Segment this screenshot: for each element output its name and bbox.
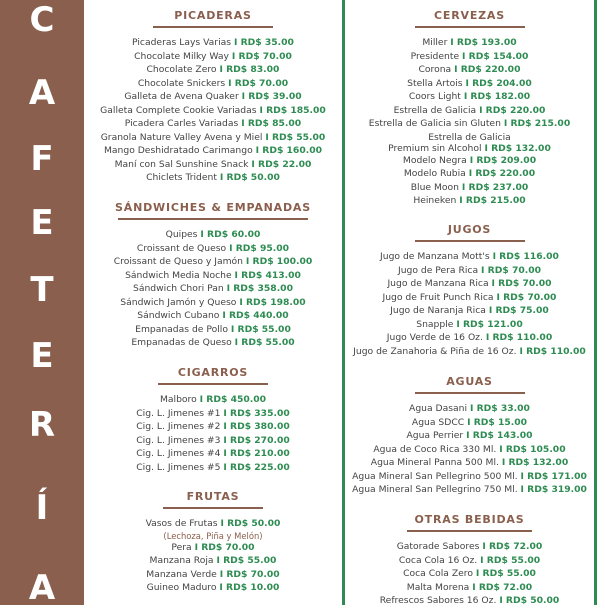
sidebar-letter: C <box>29 0 55 40</box>
menu-item <box>347 167 592 181</box>
item-price: I RD$ 270.00 <box>223 434 290 446</box>
item-price: I RD$ 380.00 <box>223 421 290 432</box>
item-name: Agua Dasani <box>409 403 468 414</box>
item-name: Sándwich Chori Pan <box>133 283 224 294</box>
cigarros-list <box>84 393 342 474</box>
item-price: I RD$ 220.00 <box>468 168 536 179</box>
section-header-jugos <box>347 223 592 242</box>
item-name: Cig. L. Jimenes #5 <box>136 461 221 473</box>
item-price: I RD$ 70.00 <box>491 278 552 289</box>
item-price: I RD$ 160.00 <box>255 145 322 156</box>
item-name: Blue Moon <box>410 181 459 193</box>
section-rule <box>158 383 268 385</box>
item-price: I RD$ 55.00 <box>480 554 541 566</box>
menu-item <box>84 541 342 555</box>
item-price: I RD$ 220.00 <box>479 104 546 116</box>
menu-item <box>84 461 342 475</box>
item-price: I RD$ 220.00 <box>454 64 521 75</box>
menu-item <box>347 581 592 595</box>
section-header-picaderas <box>84 9 342 28</box>
menu-item <box>84 104 342 118</box>
column-divider <box>342 0 345 605</box>
menu-item <box>84 228 342 242</box>
item-name: Modelo Rubia <box>403 168 466 179</box>
menu-item <box>84 407 342 421</box>
sidebar-cafeteria <box>0 0 84 608</box>
item-name: Agua Mineral Panna 500 Ml. <box>370 457 499 468</box>
menu-item <box>84 447 342 461</box>
item-name: Malboro <box>159 394 197 405</box>
menu-item <box>84 420 342 434</box>
section-rule <box>407 530 532 532</box>
item-price: I RD$ 72.00 <box>482 541 543 552</box>
menu-item <box>347 264 592 278</box>
item-name: Chiclets Trident <box>146 172 217 183</box>
item-price: I RD$ 70.00 <box>194 541 255 553</box>
menu-item <box>347 416 592 430</box>
item-price: I RD$ 413.00 <box>234 269 301 281</box>
item-price: I RD$ 171.00 <box>520 470 587 482</box>
menu-item <box>347 104 592 118</box>
item-name: Quipes <box>165 229 198 240</box>
item-price: I RD$ 50.00 <box>499 595 560 606</box>
item-price: I RD$ 319.00 <box>520 484 587 495</box>
sidebar-letter: R <box>28 405 56 445</box>
item-price: I RD$ 55.00 <box>230 323 291 335</box>
menu-item <box>84 144 342 158</box>
menu-item <box>84 77 342 91</box>
item-name: Cig. L. Jimenes #3 <box>136 434 221 446</box>
item-name: Agua SDCC <box>411 416 465 428</box>
item-price: I RD$ 132.00 <box>501 457 569 468</box>
item-price: I RD$ 72.00 <box>472 581 533 593</box>
item-name: Coca Cola 16 Oz. <box>398 554 478 566</box>
menu-item <box>347 50 592 64</box>
menu-item <box>84 90 342 104</box>
item-name: Refrescos Sabores 16 Oz. <box>379 595 497 606</box>
menu-item <box>347 331 592 345</box>
menu-item <box>347 402 592 416</box>
item-price: I RD$ 70.00 <box>228 77 289 89</box>
menu-item <box>84 336 342 350</box>
item-price: I RD$ 440.00 <box>222 310 289 321</box>
menu-item <box>347 304 592 318</box>
item-name: Jugo Verde de 16 Oz. <box>386 332 483 343</box>
item-name: Pera <box>171 541 192 553</box>
item-price: I RD$ 110.00 <box>519 345 586 357</box>
item-price: I RD$ 70.00 <box>481 264 542 276</box>
item-name: Sándwich Media Noche <box>125 269 232 281</box>
item-price: I RD$ 70.00 <box>219 568 280 580</box>
item-price: I RD$ 193.00 <box>450 37 517 48</box>
item-price: I RD$ 70.00 <box>496 291 557 303</box>
menu-item <box>84 282 342 296</box>
menu-item <box>84 581 342 595</box>
menu-item <box>84 50 342 64</box>
menu-item <box>347 318 592 332</box>
item-price: I RD$ 22.00 <box>251 158 312 170</box>
menu-item <box>347 77 592 91</box>
menu-item <box>84 255 342 269</box>
menu-item <box>84 269 342 283</box>
item-price: I RD$ 121.00 <box>456 318 523 330</box>
item-price: I RD$ 50.00 <box>220 518 281 529</box>
item-price: I RD$ 50.00 <box>219 172 280 183</box>
item-price: I RD$ 182.00 <box>463 91 531 102</box>
item-name: Cig. L. Jimenes #1 <box>136 407 221 419</box>
item-name: Presidente <box>410 50 460 62</box>
menu-item <box>84 171 342 185</box>
menu-item <box>84 434 342 448</box>
item-name: Coors Light <box>408 91 461 102</box>
item-price: I RD$ 450.00 <box>199 394 267 405</box>
sidebar-letter: E <box>30 336 54 376</box>
item-name: Vasos de Frutas <box>145 518 218 529</box>
item-name: Empanadas de Queso <box>131 337 232 348</box>
menu-item <box>347 594 592 608</box>
item-name: Jugo de Manzana Rica <box>387 278 489 289</box>
item-price: I RD$ 237.00 <box>461 181 529 193</box>
otras-bebidas-list <box>347 540 592 608</box>
item-name: Jugo de Naranja Rica <box>390 305 486 316</box>
menu-item <box>347 554 592 568</box>
item-name: Heineken <box>413 195 457 206</box>
item-price: I RD$ 209.00 <box>469 154 537 166</box>
item-price: I RD$ 225.00 <box>223 461 290 473</box>
aguas-list <box>347 402 592 497</box>
item-price: I RD$ 105.00 <box>499 443 566 455</box>
item-name: Chocolate Snickers <box>137 77 226 89</box>
item-name: Empanadas de Pollo <box>135 323 228 335</box>
menu-item <box>347 181 592 195</box>
section-rule <box>415 26 525 28</box>
section-title: PICADERAS <box>174 9 252 22</box>
item-name: Guineo Maduro <box>146 582 217 593</box>
item-name: Sándwich Jamón y Queso <box>120 296 237 308</box>
item-price: I RD$ 210.00 <box>223 448 290 459</box>
sidebar-letter: F <box>30 139 54 179</box>
item-name: Miller <box>422 37 448 48</box>
item-price: I RD$ 55.00 <box>475 568 536 579</box>
section-rule <box>153 26 273 28</box>
sidebar-letter: T <box>30 270 54 310</box>
item-name: Mango Deshidratado Carimango <box>103 145 253 156</box>
section-title: SÁNDWICHES & EMPANADAS <box>115 201 311 214</box>
item-name: Cig. L. Jimenes #4 <box>136 448 221 459</box>
menu-item <box>84 63 342 77</box>
item-name: Jugo de Manzana Mott's <box>380 251 490 262</box>
sidebar-letter: A <box>28 568 56 608</box>
item-price: I RD$ 335.00 <box>223 407 290 419</box>
sidebar-letter: A <box>28 73 56 113</box>
menu-item <box>347 154 592 168</box>
item-price: I RD$ 60.00 <box>200 229 261 240</box>
menu-item <box>347 117 592 131</box>
item-name: Estrella de Galicia <box>428 131 511 143</box>
right-border <box>594 0 597 605</box>
menu-item <box>84 323 342 337</box>
item-name: Chocolate Zero <box>146 64 217 75</box>
item-price: I RD$ 358.00 <box>226 283 293 294</box>
item-name: Chocolate Milky Way <box>134 50 229 62</box>
item-name: Jugo de Zanahoria & Piña de 16 Oz. <box>353 345 517 357</box>
menu-item <box>84 242 342 256</box>
item-price: I RD$ 85.00 <box>241 118 302 129</box>
menu-item <box>347 345 592 359</box>
menu-item <box>347 194 592 208</box>
section-header-otras-bebidas <box>347 513 592 532</box>
item-name: Jugo de Pera Rica <box>397 264 479 276</box>
section-header-aguas <box>347 375 592 394</box>
section-title: AGUAS <box>446 375 493 388</box>
item-note: (Lechoza, Piña y Melón) <box>163 530 263 541</box>
section-header-frutas <box>84 490 342 509</box>
cervezas-list <box>347 36 592 208</box>
menu-item <box>347 131 592 154</box>
item-name: Jugo de Fruit Punch Rica <box>382 291 494 303</box>
menu-item <box>347 250 592 264</box>
section-rule <box>415 240 525 242</box>
item-price: I RD$ 95.00 <box>229 242 290 254</box>
section-header-cigarros <box>84 366 342 385</box>
menu-item <box>347 291 592 305</box>
frutas-list <box>84 517 342 595</box>
item-price: I RD$ 55.00 <box>216 555 277 566</box>
section-rule <box>415 392 525 394</box>
section-rule <box>163 507 263 509</box>
item-name: Stella Artois <box>407 77 463 89</box>
menu-item <box>84 117 342 131</box>
item-name: Galleta Complete Cookie Variadas <box>100 104 257 116</box>
item-name: Agua de Coco Rica 330 Ml. <box>373 443 497 455</box>
item-price: I RD$ 83.00 <box>219 64 280 75</box>
menu-item <box>347 540 592 554</box>
item-name: Agua Mineral San Pellegrino 500 Ml. <box>352 470 518 482</box>
item-price: I RD$ 154.00 <box>462 50 529 62</box>
item-price: I RD$ 10.00 <box>219 582 280 593</box>
item-name: Maní con Sal Sunshine Snack <box>114 158 249 170</box>
sidebar-letter: E <box>30 203 54 243</box>
menu-item <box>84 393 342 407</box>
menu-item <box>84 36 342 50</box>
menu-item <box>347 63 592 77</box>
menu-item <box>84 296 342 310</box>
item-price: I RD$ 116.00 <box>492 251 559 262</box>
menu-item <box>84 131 342 145</box>
menu-item <box>84 554 342 568</box>
item-price: I RD$ 100.00 <box>245 256 313 267</box>
item-name: Croissant de Queso <box>136 242 227 254</box>
sidebar-letter: Í <box>35 488 49 528</box>
item-price: I RD$ 215.00 <box>503 118 571 129</box>
sandwiches-list <box>84 228 342 350</box>
item-price: I RD$ 55.00 <box>234 337 295 348</box>
section-title: JUGOS <box>447 223 492 236</box>
menu-item <box>347 483 592 497</box>
item-name: Estrella de Galicia sin Gluten <box>368 118 501 129</box>
item-name: Estrella de Galicia <box>393 104 477 116</box>
item-price: I RD$ 39.00 <box>241 91 302 102</box>
item-price: I RD$ 185.00 <box>259 104 326 116</box>
menu-item <box>84 309 342 323</box>
item-name: Picadera Carles Variadas <box>124 118 239 129</box>
item-name: Malta Morena <box>406 581 470 593</box>
item-price: I RD$ 198.00 <box>239 296 306 308</box>
item-price: I RD$ 204.00 <box>465 77 532 89</box>
item-price: I RD$ 132.00 <box>484 142 551 154</box>
menu-item <box>347 456 592 470</box>
menu-item <box>347 470 592 484</box>
item-name: Manzana Verde <box>146 568 217 580</box>
item-name: Manzana Roja <box>149 555 214 566</box>
item-name: Gatorade Sabores <box>396 541 480 552</box>
item-price: I RD$ 143.00 <box>466 430 533 441</box>
item-name: Modelo Negra <box>402 154 467 166</box>
jugos-list <box>347 250 592 358</box>
item-price: I RD$ 70.00 <box>231 50 292 62</box>
item-price: I RD$ 35.00 <box>233 37 294 48</box>
section-rule <box>118 218 308 220</box>
section-title: FRUTAS <box>186 490 240 503</box>
menu-item <box>347 429 592 443</box>
item-price: I RD$ 75.00 <box>488 305 549 316</box>
item-name: Sándwich Cubano <box>137 310 220 321</box>
picaderas-list <box>84 36 342 185</box>
item-name: Picaderas Lays Varias <box>132 37 232 48</box>
item-name: Galleta de Avena Quaker <box>124 91 239 102</box>
menu-item <box>347 277 592 291</box>
item-price: I RD$ 15.00 <box>467 416 528 428</box>
section-title: OTRAS BEBIDAS <box>414 513 525 526</box>
menu-item <box>347 36 592 50</box>
item-price: I RD$ 215.00 <box>459 195 526 206</box>
section-header-cervezas <box>347 9 592 28</box>
menu-item <box>84 568 342 582</box>
item-price: I RD$ 33.00 <box>469 403 530 414</box>
item-name: Agua Perrier <box>406 430 464 441</box>
menu-item <box>347 90 592 104</box>
item-name: Snapple <box>416 318 454 330</box>
menu-item <box>347 443 592 457</box>
section-title: CIGARROS <box>177 366 249 379</box>
item-name: Coca Cola Zero <box>403 568 473 579</box>
menu-item <box>347 567 592 581</box>
item-name: Cig. L. Jimenes #2 <box>136 421 221 432</box>
item-name: Premium sin Alcohol <box>388 142 482 154</box>
menu-item <box>84 158 342 172</box>
item-name: Croissant de Queso y Jamón <box>113 256 243 267</box>
section-header-sandwiches <box>84 201 342 220</box>
item-name: Agua Mineral San Pellegrino 750 Ml. <box>352 484 518 495</box>
menu-item <box>84 517 342 541</box>
item-name: Corona <box>418 64 452 75</box>
item-name: Granola Nature Valley Avena y Miel <box>100 131 263 143</box>
item-price: I RD$ 110.00 <box>485 332 553 343</box>
section-title: CERVEZAS <box>434 9 505 22</box>
item-price: I RD$ 55.00 <box>265 131 326 143</box>
